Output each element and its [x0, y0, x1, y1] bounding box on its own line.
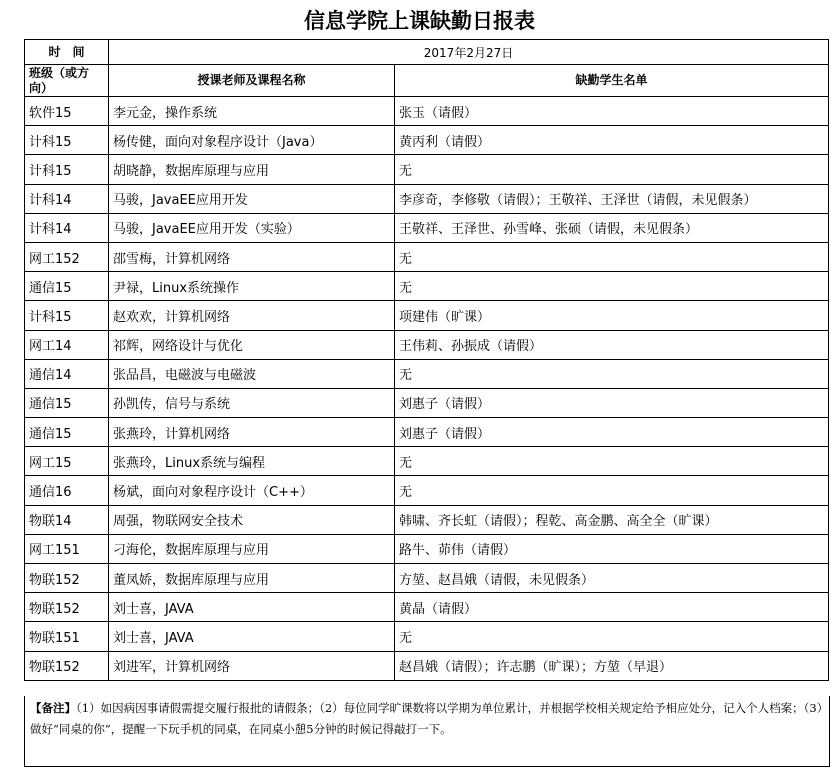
cell-class: 网工152 [25, 242, 109, 271]
cell-teacher-course: 李元金，操作系统 [109, 97, 395, 126]
cell-class: 网工15 [25, 447, 109, 476]
cell-absent: 黄晶（请假） [395, 593, 829, 622]
cell-teacher-course: 赵欢欢，计算机网络 [109, 301, 395, 330]
cell-absent: 无 [395, 476, 829, 505]
cell-absent: 刘惠子（请假） [395, 388, 829, 417]
table-row [25, 534, 829, 563]
cell-absent: 项建伟（旷课） [395, 301, 829, 330]
table-row [25, 126, 829, 155]
table-row [25, 505, 829, 534]
cell-class: 网工151 [25, 534, 109, 563]
header-class: 班级（或方向） [25, 65, 109, 97]
attendance-table [24, 39, 829, 681]
table-row [25, 418, 829, 447]
table-row [25, 622, 829, 651]
cell-teacher-course: 杨斌，面向对象程序设计（C++） [109, 476, 395, 505]
cell-class: 通信15 [25, 388, 109, 417]
cell-absent: 王敬祥、王泽世、孙雪峰、张硕（请假，未见假条） [395, 213, 829, 242]
cell-absent: 张玉（请假） [395, 97, 829, 126]
cell-class: 软件15 [25, 97, 109, 126]
cell-class: 计科15 [25, 155, 109, 184]
cell-class: 计科15 [25, 126, 109, 155]
cell-absent: 无 [395, 359, 829, 388]
date-row [25, 40, 829, 65]
cell-teacher-course: 马骏，JavaEE应用开发（实验） [109, 213, 395, 242]
header-absent: 缺勤学生名单 [395, 65, 829, 97]
cell-teacher-course: 刁海伦，数据库原理与应用 [109, 534, 395, 563]
cell-absent: 刘惠子（请假） [395, 418, 829, 447]
cell-absent: 无 [395, 622, 829, 651]
cell-teacher-course: 祁辉，网络设计与优化 [109, 330, 395, 359]
table-row [25, 651, 829, 680]
cell-absent: 王伟莉、孙振成（请假） [395, 330, 829, 359]
cell-teacher-course: 杨传健，面向对象程序设计（Java） [109, 126, 395, 155]
cell-teacher-course: 孙凯传，信号与系统 [109, 388, 395, 417]
cell-class: 物联152 [25, 593, 109, 622]
table-row [25, 97, 829, 126]
table-row [25, 388, 829, 417]
table-row [25, 242, 829, 271]
cell-absent: 无 [395, 242, 829, 271]
cell-absent: 方堃、赵昌娥（请假，未见假条） [395, 564, 829, 593]
cell-absent: 无 [395, 272, 829, 301]
table-row [25, 184, 829, 213]
table-row [25, 593, 829, 622]
header-teacher-course: 授课老师及课程名称 [109, 65, 395, 97]
note-box [24, 696, 830, 767]
cell-class: 物联14 [25, 505, 109, 534]
cell-teacher-course: 刘士喜，JAVA [109, 593, 395, 622]
cell-class: 物联152 [25, 564, 109, 593]
cell-teacher-course: 刘进军，计算机网络 [109, 651, 395, 680]
cell-absent: 李彦奇，李修敬（请假）；王敬祥、王泽世（请假，未见假条） [395, 184, 829, 213]
cell-class: 通信14 [25, 359, 109, 388]
cell-absent: 路牛、茆伟（请假） [395, 534, 829, 563]
header-row [25, 65, 829, 97]
cell-teacher-course: 刘士喜，JAVA [109, 622, 395, 651]
cell-teacher-course: 张品昌，电磁波与电磁波 [109, 359, 395, 388]
cell-teacher-course: 董凤娇，数据库原理与应用 [109, 564, 395, 593]
cell-teacher-course: 张燕玲，Linux系统与编程 [109, 447, 395, 476]
cell-absent: 无 [395, 155, 829, 184]
cell-teacher-course: 马骏，JavaEE应用开发 [109, 184, 395, 213]
table-row [25, 213, 829, 242]
table-row [25, 330, 829, 359]
table-row [25, 564, 829, 593]
cell-teacher-course: 胡晓静，数据库原理与应用 [109, 155, 395, 184]
cell-teacher-course: 尹禄，Linux系统操作 [109, 272, 395, 301]
table-row [25, 155, 829, 184]
note-text: （1）如因病因事请假需提交履行报批的请假条；（2）每位同学旷课数将以学期为单位累计，并根据学校相关规定给予相应处分，记入个人档案；（3）做好“同桌的你”，提醒一下玩手机的同桌，在同桌小憩5分钟的时候记得敲打一下。 [30, 701, 823, 736]
cell-class: 计科14 [25, 184, 109, 213]
cell-class: 计科15 [25, 301, 109, 330]
table-row [25, 359, 829, 388]
table-row [25, 447, 829, 476]
cell-absent: 赵昌娥（请假）；许志鹏（旷课）；方堃（早退） [395, 651, 829, 680]
cell-class: 物联151 [25, 622, 109, 651]
cell-teacher-course: 周强，物联网安全技术 [109, 505, 395, 534]
cell-absent: 韩啸、齐长虹（请假）；程乾、高金鹏、高全全（旷课） [395, 505, 829, 534]
cell-teacher-course: 邵雪梅，计算机网络 [109, 242, 395, 271]
cell-class: 通信15 [25, 272, 109, 301]
cell-absent: 黄丙利（请假） [395, 126, 829, 155]
cell-class: 物联152 [25, 651, 109, 680]
cell-teacher-course: 张燕玲，计算机网络 [109, 418, 395, 447]
table-row [25, 476, 829, 505]
cell-class: 通信16 [25, 476, 109, 505]
cell-class: 网工14 [25, 330, 109, 359]
table-row [25, 272, 829, 301]
date-value: 2017年2月27日 [109, 40, 829, 65]
note-label: 【备注】 [30, 701, 76, 715]
cell-class: 通信15 [25, 418, 109, 447]
date-label: 时 间 [25, 40, 109, 65]
report-title: 信息学院上课缺勤日报表 [304, 8, 535, 33]
cell-absent: 无 [395, 447, 829, 476]
table-row [25, 301, 829, 330]
cell-class: 计科14 [25, 213, 109, 242]
